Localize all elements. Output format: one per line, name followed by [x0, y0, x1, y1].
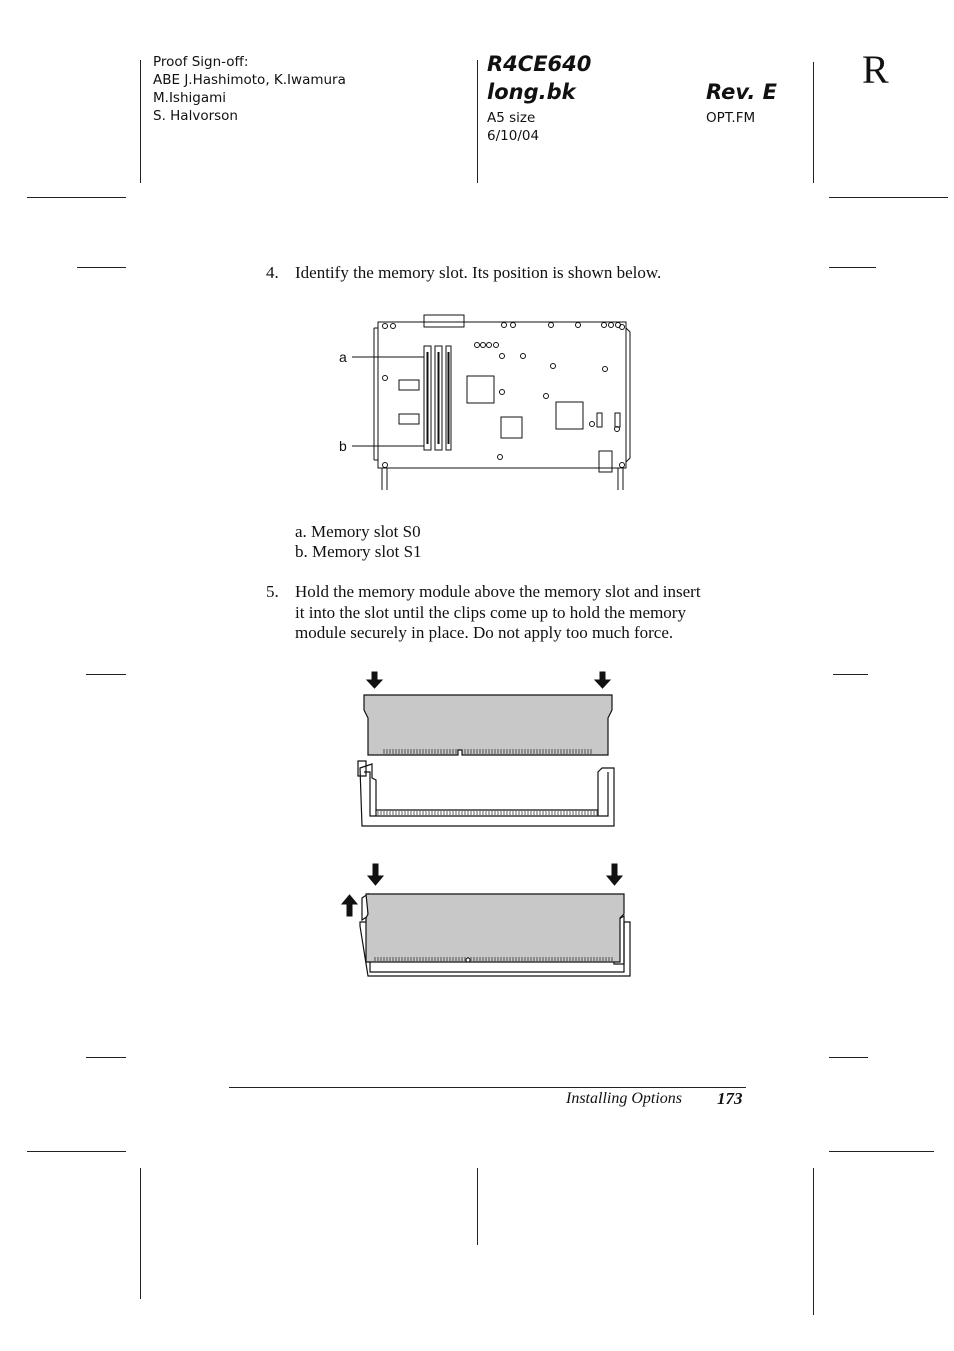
step-number: 5. [266, 582, 279, 601]
paper-size: A5 size [487, 110, 536, 126]
crop-mark [813, 1168, 814, 1315]
footer-section: Installing Options [566, 1090, 683, 1107]
module-seated-figure [338, 860, 633, 978]
proof-line: S. Halvorson [153, 108, 238, 124]
step-text-line: Hold the memory module above the memory slot and insert [295, 582, 701, 601]
crop-mark [829, 267, 876, 268]
proof-signoff [153, 53, 346, 125]
caption-a: a. Memory slot S0 [295, 522, 421, 541]
step-text: Identify the memory slot. Its position is shown below. [295, 263, 662, 282]
book-name: long.bk [487, 80, 576, 104]
crop-mark [829, 1057, 868, 1058]
motherboard-figure [330, 310, 640, 495]
callout-a: a [339, 349, 347, 365]
callout-b: b [339, 438, 347, 454]
crop-mark [140, 1168, 141, 1299]
proof-line: ABE J.Hashimoto, K.Iwamura [153, 72, 346, 88]
date: 6/10/04 [487, 128, 540, 144]
crop-mark [86, 674, 126, 675]
step-4 [266, 263, 746, 284]
doc-id: R4CE640 [487, 52, 592, 76]
module-insert-figure [350, 668, 620, 830]
crop-mark [77, 267, 126, 268]
footer-rule [229, 1087, 746, 1088]
step-text-line: module securely in place. Do not apply too much force. [295, 623, 674, 642]
crop-mark [829, 197, 948, 198]
step-number: 4. [266, 263, 279, 282]
crop-mark [477, 1168, 478, 1245]
proof-line: Proof Sign-off: [153, 54, 249, 70]
crop-mark [27, 197, 126, 198]
file-name: OPT.FM [706, 110, 756, 126]
proof-line: M.Ishigami [153, 90, 227, 106]
crop-mark [27, 1151, 126, 1152]
crop-mark [833, 674, 868, 675]
crop-mark [829, 1151, 934, 1152]
crop-mark [140, 60, 141, 183]
revision: Rev. E [706, 80, 777, 104]
crop-mark [477, 60, 478, 183]
crop-mark [86, 1057, 126, 1058]
crop-mark [813, 62, 814, 183]
page-number: 173 [717, 1089, 743, 1108]
step-5 [266, 582, 746, 644]
corner-letter: R [862, 47, 889, 92]
step-text-line: it into the slot until the clips come up to hold the memory [295, 602, 686, 622]
caption-b: b. Memory slot S1 [295, 542, 422, 561]
